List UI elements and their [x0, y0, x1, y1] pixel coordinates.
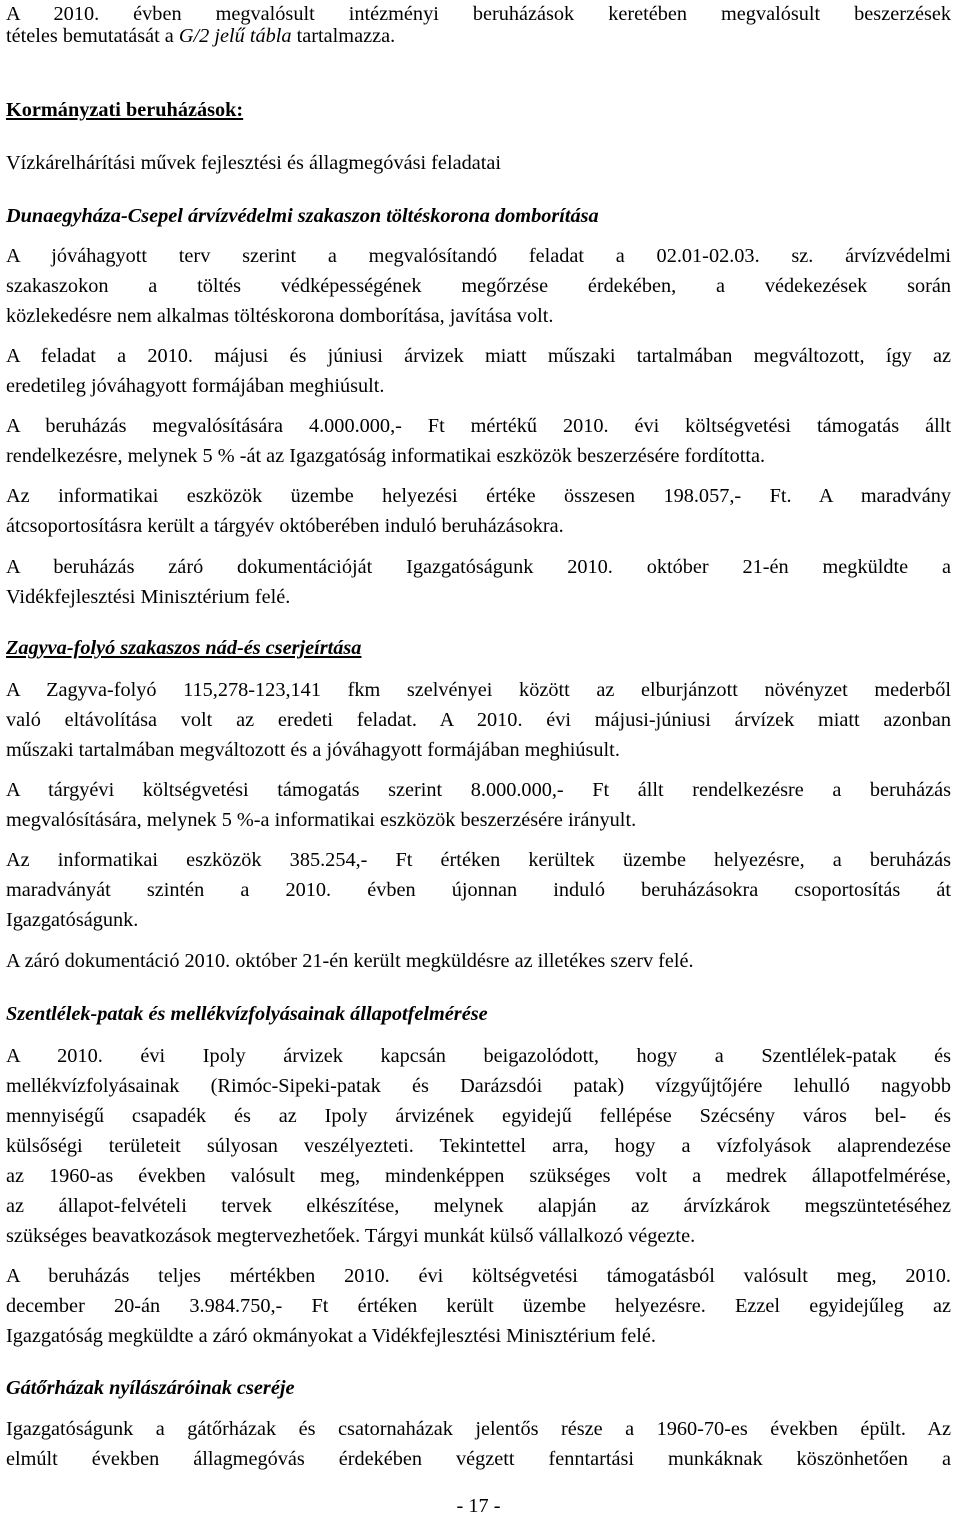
intro-line-2: tételes bemutatását a G/2 jelű tábla tartalmazza. — [6, 25, 396, 47]
project-title-szentlelek: Szentlélek-patak és mellékvízfolyásainak állapotfelmérése — [6, 1003, 488, 1025]
paragraph-line: A feladat a 2010. májusi és júniusi árvizek miatt műszaki tartalmában megváltozott, így az — [6, 345, 951, 367]
paragraph-line: A záró dokumentáció 2010. október 21-én került megküldésre az illetékes szerv felé. — [6, 950, 694, 972]
project-title-gatorhazak: Gátőrházak nyílászáróinak cseréje — [6, 1377, 295, 1399]
paragraph-line: Igazgatóság megküldte a záró okmányokat a Vidékfejlesztési Minisztérium felé. — [6, 1325, 656, 1347]
paragraph-line: közlekedésre nem alkalmas töltéskorona domborítása, javítása volt. — [6, 305, 554, 327]
intro-line-1: A 2010. évben megvalósult intézményi beruházások keretében megvalósult beszerzések — [6, 3, 951, 25]
paragraph-line: A beruházás megvalósítására 4.000.000,- Ft mértékű 2010. évi költségvetési támogatás állt — [6, 415, 951, 437]
paragraph-line: Igazgatóságunk. — [6, 909, 139, 931]
subsection-heading: Vízkárelhárítási művek fejlesztési és állagmegóvási feladatai — [6, 152, 501, 174]
paragraph-line: A Zagyva-folyó 115,278-123,141 fkm szelvényei között az elburjánzott növényzet mederből — [6, 679, 951, 701]
paragraph-line: eredetileg jóváhagyott formájában meghiúsult. — [6, 375, 385, 397]
paragraph-line: mellékvízfolyásainak (Rimóc-Sipeki-patak és Darázsdói patak) vízgyűjtőjére lehulló nagyobb — [6, 1075, 951, 1097]
project-title-dunaegyhaza: Dunaegyháza-Csepel árvízvédelmi szakaszon töltéskorona domborítása — [6, 205, 599, 227]
paragraph-line: A tárgyévi költségvetési támogatás szerint 8.000.000,- Ft állt rendelkezésre a beruházás — [6, 779, 951, 801]
paragraph-line: Igazgatóságunk a gátőrházak és csatornaházak jelentős része a 1960-70-es években épült. Az — [6, 1418, 951, 1440]
paragraph-line: szükséges beavatkozások megtervezhetőek. Tárgyi munkát külső vállalkozó végezte. — [6, 1225, 696, 1247]
paragraph-line: az állapot-felvételi tervek elkészítése, melynek alapján az árvízkárok megszüntetéséhez — [6, 1195, 951, 1217]
paragraph-line: szakaszokon a töltés védképességének megőrzése érdekében, a védekezések során — [6, 275, 951, 297]
paragraph-line: A beruházás záró dokumentációját Igazgatóságunk 2010. október 21-én megküldte a — [6, 556, 951, 578]
paragraph-line: átcsoportosításra került a tárgyév októberében induló beruházásokra. — [6, 515, 564, 537]
paragraph-line: maradványát szintén a 2010. évben újonnan induló beruházásokra csoportosítás át — [6, 879, 951, 901]
paragraph-line: A beruházás teljes mértékben 2010. évi költségvetési támogatásból valósult meg, 2010. — [6, 1265, 951, 1287]
paragraph-line: A jóváhagyott terv szerint a megvalósítandó feladat a 02.01-02.03. sz. árvízvédelmi — [6, 245, 951, 267]
paragraph-line: A 2010. évi Ipoly árvizek kapcsán beigazolódott, hogy a Szentlélek-patak és — [6, 1045, 951, 1067]
paragraph-line: rendelkezésre, melynek 5 % -át az Igazgatóság informatikai eszközök beszerzésére fordította. — [6, 445, 766, 467]
paragraph-line: való eltávolítása volt az eredeti feladat. A 2010. évi májusi-júniusi árvízek miatt azonban — [6, 709, 951, 731]
paragraph-line: december 20-án 3.984.750,- Ft értéken került üzembe helyezésre. Ezzel egyidejűleg az — [6, 1295, 951, 1317]
paragraph-line: Vidékfejlesztési Minisztérium felé. — [6, 586, 291, 608]
section-heading: Kormányzati beruházások: — [6, 99, 244, 121]
paragraph-line: külsőségi területeit súlyosan veszélyezteti. Tekintettel arra, hogy a vízfolyások alaprendezése — [6, 1135, 951, 1157]
paragraph-line: Az informatikai eszközök 385.254,- Ft értéken kerültek üzembe helyezésre, a beruházás — [6, 849, 951, 871]
paragraph-line: az 1960-as években valósult meg, mindenképpen szükséges volt a medrek állapotfelmérése, — [6, 1165, 951, 1187]
paragraph-line: Az informatikai eszközök üzembe helyezési értéke összesen 198.057,- Ft. A maradvány — [6, 485, 951, 507]
project-title-zagyva: Zagyva-folyó szakaszos nád-és cserjeírtása — [6, 637, 362, 659]
paragraph-line: műszaki tartalmában megváltozott és a jóváhagyott formájában meghiúsult. — [6, 739, 620, 761]
page-number: - 17 - — [456, 1495, 501, 1517]
paragraph-line: mennyiségű csapadék és az Ipoly árvizének egyidejű fellépése Szécsény város bel- és — [6, 1105, 951, 1127]
paragraph-line: megvalósítására, melynek 5 %-a informatikai eszközök beszerzésére irányult. — [6, 809, 637, 831]
table-reference: G/2 jelű tábla — [178, 25, 292, 47]
paragraph-line: elmúlt években állagmegóvás érdekében végzett fenntartási munkáknak köszönhetően a — [6, 1448, 951, 1470]
